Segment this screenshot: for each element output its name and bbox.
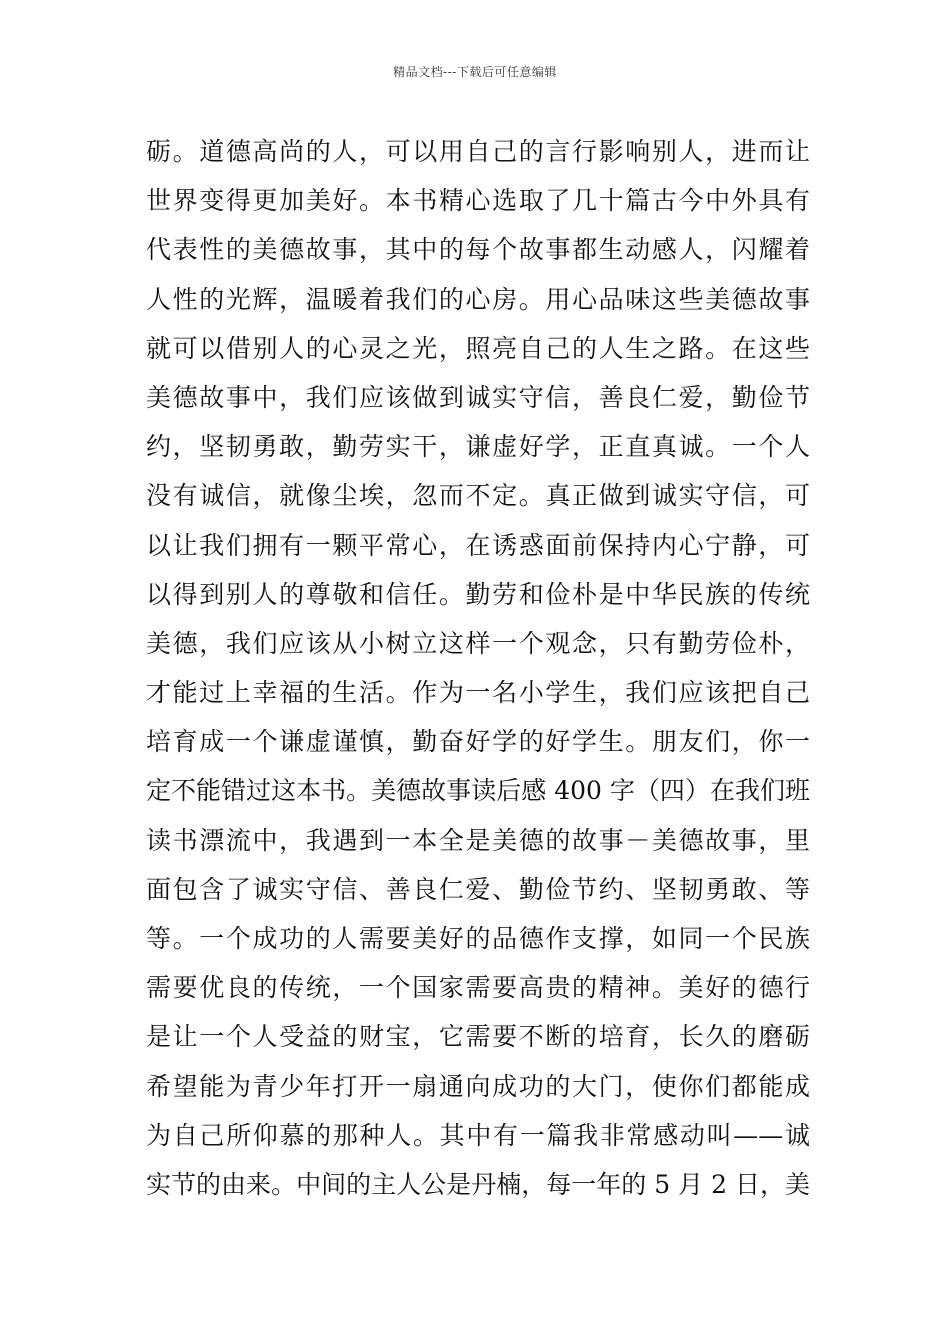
text-line: 代表性的美德故事，其中的每个故事都生动感人，闪耀着 [146,235,810,265]
text-line: 面包含了诚实守信、善良仁爱、勤俭节约、坚韧勇敢、等 [146,874,810,904]
text-line: 为自己所仰慕的那种人。其中有一篇我非常感动叫——诚 [146,1120,810,1150]
text-line: 砺。道德高尚的人，可以用自己的言行影响别人，进而让 [146,137,810,166]
text-line: 美德故事中，我们应该做到诚实守信，善良仁爱，勤俭节 [146,382,810,412]
text-line: 才能过上幸福的生活。作为一名小学生，我们应该把自己 [146,678,810,708]
text-line: 没有诚信，就像尘埃，忽而不定。真正做到诚实守信，可 [146,481,810,511]
page-header: 精品文档---下载后可任意编辑 [393,65,557,79]
text-line: 以让我们拥有一颗平常心，在诱惑面前保持内心宁静，可 [146,530,810,560]
text-line: 约，坚韧勇敢，勤劳实干，谦虚好学，正直真诚。一个人 [146,432,810,462]
text-line: 培育成一个谦虚谨慎，勤奋好学的好学生。朋友们，你一 [146,727,810,757]
text-line: 就可以借别人的心灵之光，照亮自己的人生之路。在这些 [146,333,810,363]
text-line: 世界变得更加美好。本书精心选取了几十篇古今中外具有 [146,186,810,216]
text-line: 等。一个成功的人需要美好的品德作支撑，如同一个民族 [146,924,810,953]
text-line: 是让一个人受益的财宝，它需要不断的培育，长久的磨砺 [146,1022,810,1052]
text-line: 实节的由来。中间的主人公是丹楠，每一年的 5 月 2 日，美 [146,1169,810,1199]
text-line: 定不能错过这本书。美德故事读后感 400 字（四）在我们班 [146,776,810,806]
text-line: 人性的光辉，温暖着我们的心房。用心品味这些美德故事 [146,284,810,314]
text-line: 希望能为青少年打开一扇通向成功的大门，使你们都能成 [146,1071,810,1101]
text-line: 以得到别人的尊敬和信任。勤劳和俭朴是中华民族的传统 [146,579,810,609]
text-line: 读书漂流中，我遇到一本全是美德的故事－美德故事，里 [146,825,810,855]
text-line: 需要优良的传统，一个国家需要高贵的精神。美好的德行 [146,973,810,1003]
text-line: 美德，我们应该从小树立这样一个观念，只有勤劳俭朴， [146,628,810,658]
body-text [146,127,810,1209]
